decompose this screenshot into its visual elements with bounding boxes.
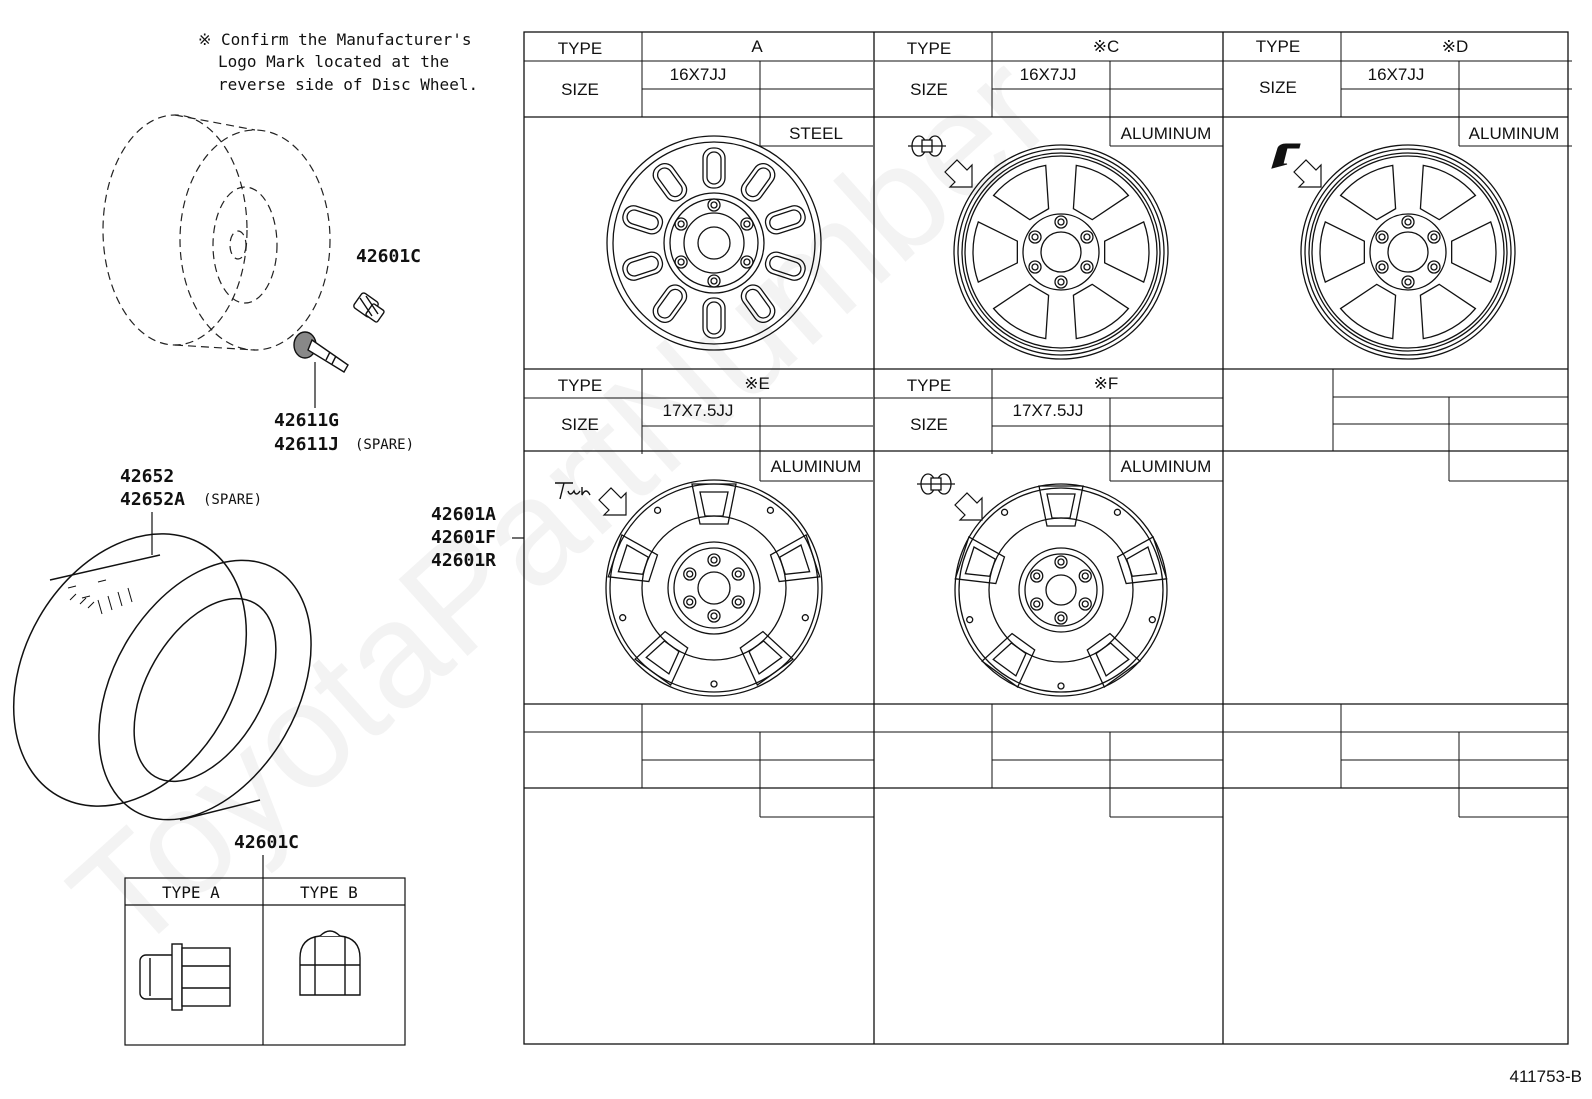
part-number-wheel-f: 42601F xyxy=(431,527,497,548)
part-number-wheel-a: 42601A xyxy=(431,504,497,525)
note-line-2: Logo Mark located at the xyxy=(218,52,450,71)
type-label-c: TYPE xyxy=(906,39,952,58)
watermark xyxy=(39,22,1081,984)
nut-type-a-label: TYPE A xyxy=(162,883,220,902)
part-number-valve-cap: 42601C xyxy=(356,246,422,267)
type-value-c: ※C xyxy=(1092,37,1120,56)
type-value-d: ※D xyxy=(1441,37,1469,56)
wheel-f-aluminum-icon xyxy=(955,484,1167,696)
size-label-a: SIZE xyxy=(561,80,599,99)
material-f: ALUMINUM xyxy=(1120,457,1212,476)
type-label-e: TYPE xyxy=(557,376,603,395)
type-value-e: ※E xyxy=(744,374,770,393)
part-number-wheel-r: 42601R xyxy=(431,550,497,571)
diagram-id: 411753-B xyxy=(1509,1067,1582,1086)
material-d: ALUMINUM xyxy=(1468,124,1560,143)
spare-tag-tire: (SPARE) xyxy=(203,492,263,508)
type-label-a: TYPE xyxy=(557,39,603,58)
arrow-f-icon xyxy=(955,493,982,520)
size-value-e: 17X7.5JJ xyxy=(662,401,734,420)
part-number-tire: 42652 xyxy=(120,466,175,487)
material-e: ALUMINUM xyxy=(770,457,862,476)
type-label-d: TYPE xyxy=(1255,37,1301,56)
nut-type-b-icon xyxy=(300,931,360,995)
material-a: STEEL xyxy=(789,124,843,143)
logo-mark-f-icon xyxy=(917,474,955,494)
part-number-nut: 42601C xyxy=(234,832,300,853)
spare-tag-valve: (SPARE) xyxy=(355,437,415,453)
wheel-phantom-icon xyxy=(103,115,330,350)
size-value-d: 16X7JJ xyxy=(1367,65,1425,84)
arrow-d-icon xyxy=(1294,160,1321,187)
type-value-a: A xyxy=(751,37,763,56)
part-number-valve: 42611G xyxy=(274,410,340,431)
size-label-c: SIZE xyxy=(910,80,948,99)
part-number-tire-spare: 42652A xyxy=(120,489,186,510)
size-label-f: SIZE xyxy=(910,415,948,434)
part-number-valve-spare: 42611J xyxy=(274,434,340,455)
nut-type-b-label: TYPE B xyxy=(300,883,358,902)
wheel-spec-grid xyxy=(524,32,1568,1044)
size-value-a: 16X7JJ xyxy=(669,65,727,84)
note-line-1: ※ Confirm the Manufacturer's xyxy=(198,30,472,49)
valve-stem-icon xyxy=(294,332,348,372)
valve-cap-icon xyxy=(353,292,385,323)
size-label-e: SIZE xyxy=(561,415,599,434)
type-value-f: ※F xyxy=(1093,374,1119,393)
size-label-d: SIZE xyxy=(1259,78,1297,97)
size-value-f: 17X7.5JJ xyxy=(1012,401,1084,420)
wheel-d-aluminum-icon xyxy=(1301,145,1515,359)
type-label-f: TYPE xyxy=(906,376,952,395)
logo-mark-d-icon xyxy=(1272,144,1300,168)
material-c: ALUMINUM xyxy=(1120,124,1212,143)
note-line-3: reverse side of Disc Wheel. xyxy=(218,75,479,94)
size-value-c: 16X7JJ xyxy=(1019,65,1077,84)
